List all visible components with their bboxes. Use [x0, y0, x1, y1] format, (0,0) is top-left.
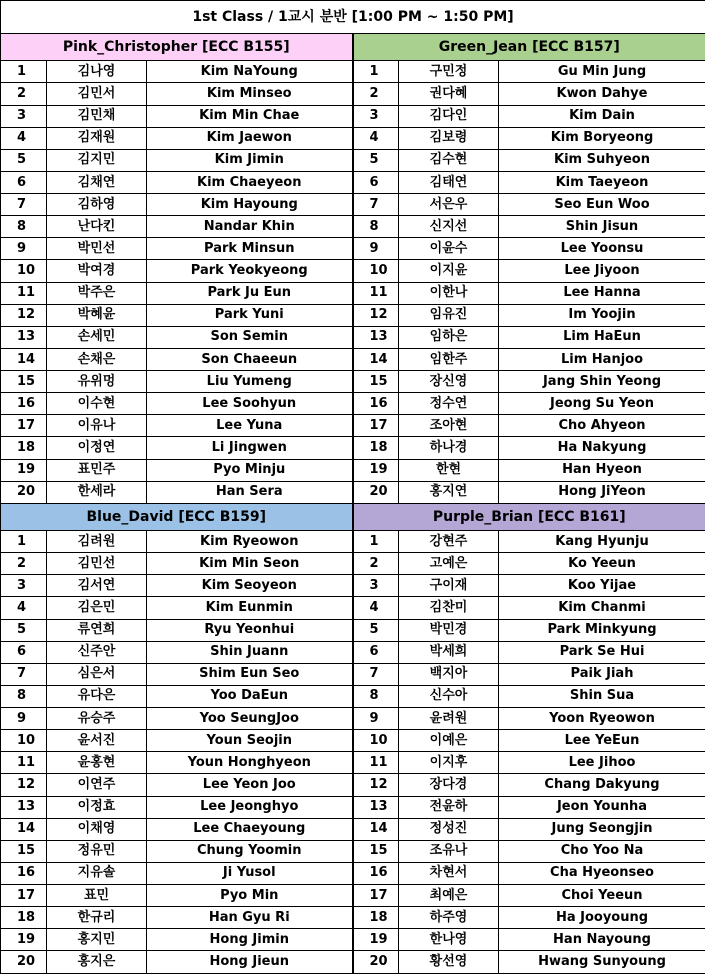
student-english-name: Cho Yoo Na [499, 840, 705, 862]
student-korean-name: 홍지민 [47, 929, 147, 951]
student-korean-name: 조아현 [399, 415, 499, 437]
student-number: 14 [353, 818, 399, 840]
student-english-name: Cha Hyeonseo [499, 862, 705, 884]
student-number: 19 [1, 459, 47, 481]
student-english-name: Ji Yusol [147, 862, 353, 884]
student-korean-name: 박민선 [47, 238, 147, 260]
student-number: 2 [353, 553, 399, 575]
student-korean-name: 김민서 [47, 83, 147, 105]
student-korean-name: 박혜윤 [47, 304, 147, 326]
student-english-name: Jung Seongjin [499, 818, 705, 840]
student-number: 7 [353, 194, 399, 216]
student-english-name: Kim Chanmi [499, 597, 705, 619]
student-number: 2 [353, 83, 399, 105]
student-english-name: Nandar Khin [147, 216, 353, 238]
student-korean-name: 고예은 [399, 553, 499, 575]
student-english-name: Lee YeEun [499, 730, 705, 752]
student-english-name: Im Yoojin [499, 304, 705, 326]
student-number: 6 [353, 171, 399, 193]
student-english-name: Yoo SeungJoo [147, 708, 353, 730]
student-english-name: Hwang Sunyoung [499, 951, 705, 974]
student-korean-name: 유승주 [47, 708, 147, 730]
student-number: 4 [353, 597, 399, 619]
student-english-name: Kim Min Seon [147, 553, 353, 575]
student-english-name: Ryu Yeonhui [147, 619, 353, 641]
student-number: 11 [353, 282, 399, 304]
student-korean-name: 김찬미 [399, 597, 499, 619]
student-number: 12 [353, 304, 399, 326]
student-korean-name: 김하영 [47, 194, 147, 216]
student-korean-name: 최예은 [399, 885, 499, 907]
student-korean-name: 윤려원 [399, 708, 499, 730]
section-header-left: Blue_David [ECC B159] [1, 503, 353, 530]
student-english-name: Son Semin [147, 326, 353, 348]
student-korean-name: 홍지은 [47, 951, 147, 974]
student-english-name: Lee Jeonghyo [147, 796, 353, 818]
student-korean-name: 박주은 [47, 282, 147, 304]
student-number: 6 [1, 641, 47, 663]
table-row [1, 862, 705, 884]
student-english-name: Lee Yuna [147, 415, 353, 437]
student-number: 20 [353, 481, 399, 503]
student-number: 16 [1, 862, 47, 884]
section-header-row [1, 34, 705, 61]
table-row [1, 326, 705, 348]
student-number: 5 [353, 149, 399, 171]
table-row [1, 481, 705, 503]
table-row [1, 929, 705, 951]
student-english-name: Shim Eun Seo [147, 663, 353, 685]
student-number: 7 [353, 663, 399, 685]
table-row [1, 774, 705, 796]
student-english-name: Kim Min Chae [147, 105, 353, 127]
student-korean-name: 심은서 [47, 663, 147, 685]
student-english-name: Kim Minseo [147, 83, 353, 105]
student-english-name: Kim Seoyeon [147, 575, 353, 597]
student-korean-name: 강현주 [399, 531, 499, 553]
student-number: 20 [1, 481, 47, 503]
student-number: 8 [1, 685, 47, 707]
table-row [1, 840, 705, 862]
student-korean-name: 한세라 [47, 481, 147, 503]
student-english-name: Yoon Ryeowon [499, 708, 705, 730]
student-number: 8 [1, 216, 47, 238]
table-row [1, 61, 705, 83]
student-number: 7 [1, 663, 47, 685]
student-number: 19 [1, 929, 47, 951]
student-number: 4 [1, 597, 47, 619]
student-english-name: Chang Dakyung [499, 774, 705, 796]
student-english-name: Lee Yeon Joo [147, 774, 353, 796]
student-number: 8 [353, 216, 399, 238]
student-korean-name: 이연주 [47, 774, 147, 796]
student-english-name: Han Hyeon [499, 459, 705, 481]
student-english-name: Cho Ahyeon [499, 415, 705, 437]
student-english-name: Lee Chaeyoung [147, 818, 353, 840]
student-english-name: Ha Jooyoung [499, 907, 705, 929]
student-korean-name: 이예은 [399, 730, 499, 752]
table-row [1, 393, 705, 415]
student-number: 5 [1, 149, 47, 171]
student-number: 10 [1, 260, 47, 282]
student-english-name: Kim Ryeowon [147, 531, 353, 553]
table-row [1, 459, 705, 481]
student-number: 13 [1, 796, 47, 818]
student-number: 6 [1, 171, 47, 193]
student-number: 17 [1, 415, 47, 437]
student-korean-name: 하주영 [399, 907, 499, 929]
student-number: 18 [1, 907, 47, 929]
student-number: 14 [353, 348, 399, 370]
table-row [1, 531, 705, 553]
student-number: 6 [353, 641, 399, 663]
student-korean-name: 손채은 [47, 348, 147, 370]
student-english-name: Han Nayoung [499, 929, 705, 951]
student-english-name: Jang Shin Yeong [499, 371, 705, 393]
student-english-name: Liu Yumeng [147, 371, 353, 393]
table-row [1, 304, 705, 326]
student-number: 5 [1, 619, 47, 641]
student-korean-name: 김서연 [47, 575, 147, 597]
student-number: 18 [353, 907, 399, 929]
student-english-name: Jeon Younha [499, 796, 705, 818]
student-korean-name: 지유솔 [47, 862, 147, 884]
student-korean-name: 류연희 [47, 619, 147, 641]
student-korean-name: 전윤하 [399, 796, 499, 818]
student-number: 15 [353, 840, 399, 862]
student-number: 11 [1, 752, 47, 774]
student-number: 7 [1, 194, 47, 216]
student-korean-name: 임유진 [399, 304, 499, 326]
student-korean-name: 구민정 [399, 61, 499, 83]
student-number: 11 [1, 282, 47, 304]
student-number: 20 [353, 951, 399, 974]
student-korean-name: 유위멍 [47, 371, 147, 393]
student-korean-name: 박세희 [399, 641, 499, 663]
student-english-name: Kim Taeyeon [499, 171, 705, 193]
student-english-name: Lee Jihoo [499, 752, 705, 774]
student-english-name: Li Jingwen [147, 437, 353, 459]
student-number: 16 [353, 393, 399, 415]
student-english-name: Hong Jieun [147, 951, 353, 974]
student-number: 12 [1, 304, 47, 326]
student-english-name: Kim Hayoung [147, 194, 353, 216]
table-row [1, 575, 705, 597]
student-korean-name: 임하은 [399, 326, 499, 348]
student-number: 13 [1, 326, 47, 348]
student-korean-name: 조유나 [399, 840, 499, 862]
student-english-name: Paik Jiah [499, 663, 705, 685]
student-english-name: Pyo Min [147, 885, 353, 907]
table-row [1, 83, 705, 105]
student-korean-name: 이유나 [47, 415, 147, 437]
student-english-name: Youn Honghyeon [147, 752, 353, 774]
table-row [1, 437, 705, 459]
table-row [1, 951, 705, 974]
student-number: 1 [1, 531, 47, 553]
student-number: 15 [1, 371, 47, 393]
student-english-name: Kim Jaewon [147, 127, 353, 149]
table-row [1, 619, 705, 641]
table-row [1, 730, 705, 752]
student-korean-name: 신수아 [399, 685, 499, 707]
student-number: 17 [353, 415, 399, 437]
student-english-name: Pyo Minju [147, 459, 353, 481]
student-number: 15 [353, 371, 399, 393]
student-number: 3 [1, 105, 47, 127]
student-korean-name: 김나영 [47, 61, 147, 83]
student-english-name: Han Gyu Ri [147, 907, 353, 929]
student-korean-name: 임한주 [399, 348, 499, 370]
student-english-name: Park Yeokyeong [147, 260, 353, 282]
student-number: 18 [353, 437, 399, 459]
student-english-name: Chung Yoomin [147, 840, 353, 862]
student-english-name: Youn Seojin [147, 730, 353, 752]
table-row [1, 663, 705, 685]
student-english-name: Son Chaeeun [147, 348, 353, 370]
section-header-right: Purple_Brian [ECC B161] [353, 503, 705, 530]
student-number: 10 [353, 260, 399, 282]
table-row [1, 105, 705, 127]
section-header-right: Green_Jean [ECC B157] [353, 34, 705, 61]
table-row [1, 885, 705, 907]
table-row [1, 348, 705, 370]
student-english-name: Gu Min Jung [499, 61, 705, 83]
student-korean-name: 이지윤 [399, 260, 499, 282]
table-row [1, 171, 705, 193]
student-english-name: Choi Yeeun [499, 885, 705, 907]
student-korean-name: 김려원 [47, 531, 147, 553]
table-row [1, 685, 705, 707]
student-number: 4 [1, 127, 47, 149]
student-english-name: Park Yuni [147, 304, 353, 326]
student-english-name: Lee Hanna [499, 282, 705, 304]
student-number: 20 [1, 951, 47, 974]
student-korean-name: 서은우 [399, 194, 499, 216]
student-korean-name: 정유민 [47, 840, 147, 862]
student-number: 12 [1, 774, 47, 796]
student-korean-name: 한현 [399, 459, 499, 481]
student-number: 5 [353, 619, 399, 641]
student-number: 11 [353, 752, 399, 774]
student-korean-name: 이정효 [47, 796, 147, 818]
page-title: 1st Class / 1교시 분반 [1:00 PM ~ 1:50 PM] [1, 1, 705, 34]
student-number: 3 [353, 105, 399, 127]
student-korean-name: 백지아 [399, 663, 499, 685]
student-number: 4 [353, 127, 399, 149]
student-korean-name: 하나경 [399, 437, 499, 459]
table-row [1, 553, 705, 575]
section-header-row [1, 503, 705, 530]
student-korean-name: 김민채 [47, 105, 147, 127]
student-number: 16 [1, 393, 47, 415]
student-english-name: Lee Soohyun [147, 393, 353, 415]
student-english-name: Kim NaYoung [147, 61, 353, 83]
student-korean-name: 유다은 [47, 685, 147, 707]
title-row [1, 1, 705, 34]
student-number: 13 [353, 796, 399, 818]
student-korean-name: 홍지연 [399, 481, 499, 503]
student-korean-name: 이정연 [47, 437, 147, 459]
student-korean-name: 손세민 [47, 326, 147, 348]
student-number: 19 [353, 929, 399, 951]
table-row [1, 818, 705, 840]
student-number: 18 [1, 437, 47, 459]
student-english-name: Kim Suhyeon [499, 149, 705, 171]
student-korean-name: 박여경 [47, 260, 147, 282]
table-row [1, 127, 705, 149]
student-english-name: Park Se Hui [499, 641, 705, 663]
student-korean-name: 황선영 [399, 951, 499, 974]
student-korean-name: 신지선 [399, 216, 499, 238]
student-english-name: Kim Boryeong [499, 127, 705, 149]
student-korean-name: 김은민 [47, 597, 147, 619]
table-row [1, 282, 705, 304]
table-row [1, 796, 705, 818]
table-row [1, 641, 705, 663]
student-english-name: Kang Hyunju [499, 531, 705, 553]
student-korean-name: 김지민 [47, 149, 147, 171]
student-number: 3 [1, 575, 47, 597]
table-row [1, 260, 705, 282]
student-number: 3 [353, 575, 399, 597]
table-row [1, 708, 705, 730]
student-number: 14 [1, 348, 47, 370]
student-korean-name: 한규리 [47, 907, 147, 929]
student-number: 19 [353, 459, 399, 481]
student-korean-name: 김채연 [47, 171, 147, 193]
student-korean-name: 장다경 [399, 774, 499, 796]
student-korean-name: 김재원 [47, 127, 147, 149]
student-english-name: Lee Jiyoon [499, 260, 705, 282]
student-korean-name: 구이재 [399, 575, 499, 597]
student-korean-name: 이한나 [399, 282, 499, 304]
student-korean-name: 김보령 [399, 127, 499, 149]
student-korean-name: 김다인 [399, 105, 499, 127]
student-korean-name: 김수현 [399, 149, 499, 171]
student-korean-name: 이채영 [47, 818, 147, 840]
student-english-name: Ko Yeeun [499, 553, 705, 575]
student-english-name: Ha Nakyung [499, 437, 705, 459]
student-english-name: Park Ju Eun [147, 282, 353, 304]
student-korean-name: 표민 [47, 885, 147, 907]
student-english-name: Koo Yijae [499, 575, 705, 597]
student-korean-name: 표민주 [47, 459, 147, 481]
student-english-name: Hong Jimin [147, 929, 353, 951]
student-korean-name: 김태연 [399, 171, 499, 193]
table-row [1, 238, 705, 260]
student-english-name: Shin Juann [147, 641, 353, 663]
student-english-name: Lee Yoonsu [499, 238, 705, 260]
student-number: 1 [353, 531, 399, 553]
student-korean-name: 윤홍현 [47, 752, 147, 774]
student-korean-name: 차현서 [399, 862, 499, 884]
student-number: 9 [1, 238, 47, 260]
student-number: 14 [1, 818, 47, 840]
table-row [1, 907, 705, 929]
student-number: 15 [1, 840, 47, 862]
student-korean-name: 김민선 [47, 553, 147, 575]
student-english-name: Jeong Su Yeon [499, 393, 705, 415]
student-number: 9 [353, 238, 399, 260]
student-korean-name: 권다혜 [399, 83, 499, 105]
student-number: 1 [353, 61, 399, 83]
student-korean-name: 한나영 [399, 929, 499, 951]
student-korean-name: 정성진 [399, 818, 499, 840]
student-korean-name: 난다킨 [47, 216, 147, 238]
student-english-name: Seo Eun Woo [499, 194, 705, 216]
student-number: 10 [1, 730, 47, 752]
student-number: 17 [353, 885, 399, 907]
student-korean-name: 신주안 [47, 641, 147, 663]
student-english-name: Kwon Dahye [499, 83, 705, 105]
student-korean-name: 정수연 [399, 393, 499, 415]
student-number: 1 [1, 61, 47, 83]
student-english-name: Lim HaEun [499, 326, 705, 348]
student-number: 9 [353, 708, 399, 730]
student-korean-name: 이지후 [399, 752, 499, 774]
student-english-name: Yoo DaEun [147, 685, 353, 707]
student-number: 2 [1, 553, 47, 575]
student-english-name: Park Minkyung [499, 619, 705, 641]
student-korean-name: 이윤수 [399, 238, 499, 260]
student-english-name: Kim Eunmin [147, 597, 353, 619]
student-english-name: Han Sera [147, 481, 353, 503]
student-number: 10 [353, 730, 399, 752]
student-number: 13 [353, 326, 399, 348]
student-korean-name: 장신영 [399, 371, 499, 393]
student-english-name: Kim Dain [499, 105, 705, 127]
table-row [1, 752, 705, 774]
table-row [1, 216, 705, 238]
table-row [1, 415, 705, 437]
student-english-name: Lim Hanjoo [499, 348, 705, 370]
student-english-name: Hong JiYeon [499, 481, 705, 503]
student-english-name: Shin Jisun [499, 216, 705, 238]
student-number: 12 [353, 774, 399, 796]
student-number: 9 [1, 708, 47, 730]
student-english-name: Park Minsun [147, 238, 353, 260]
student-number: 16 [353, 862, 399, 884]
student-english-name: Kim Chaeyeon [147, 171, 353, 193]
table-row [1, 371, 705, 393]
student-english-name: Kim Jimin [147, 149, 353, 171]
student-korean-name: 박민경 [399, 619, 499, 641]
student-korean-name: 윤서진 [47, 730, 147, 752]
student-korean-name: 이수현 [47, 393, 147, 415]
table-row [1, 597, 705, 619]
student-number: 17 [1, 885, 47, 907]
student-number: 8 [353, 685, 399, 707]
section-header-left: Pink_Christopher [ECC B155] [1, 34, 353, 61]
table-row [1, 194, 705, 216]
student-number: 2 [1, 83, 47, 105]
student-english-name: Shin Sua [499, 685, 705, 707]
table-row [1, 149, 705, 171]
roster-body [1, 1, 705, 974]
